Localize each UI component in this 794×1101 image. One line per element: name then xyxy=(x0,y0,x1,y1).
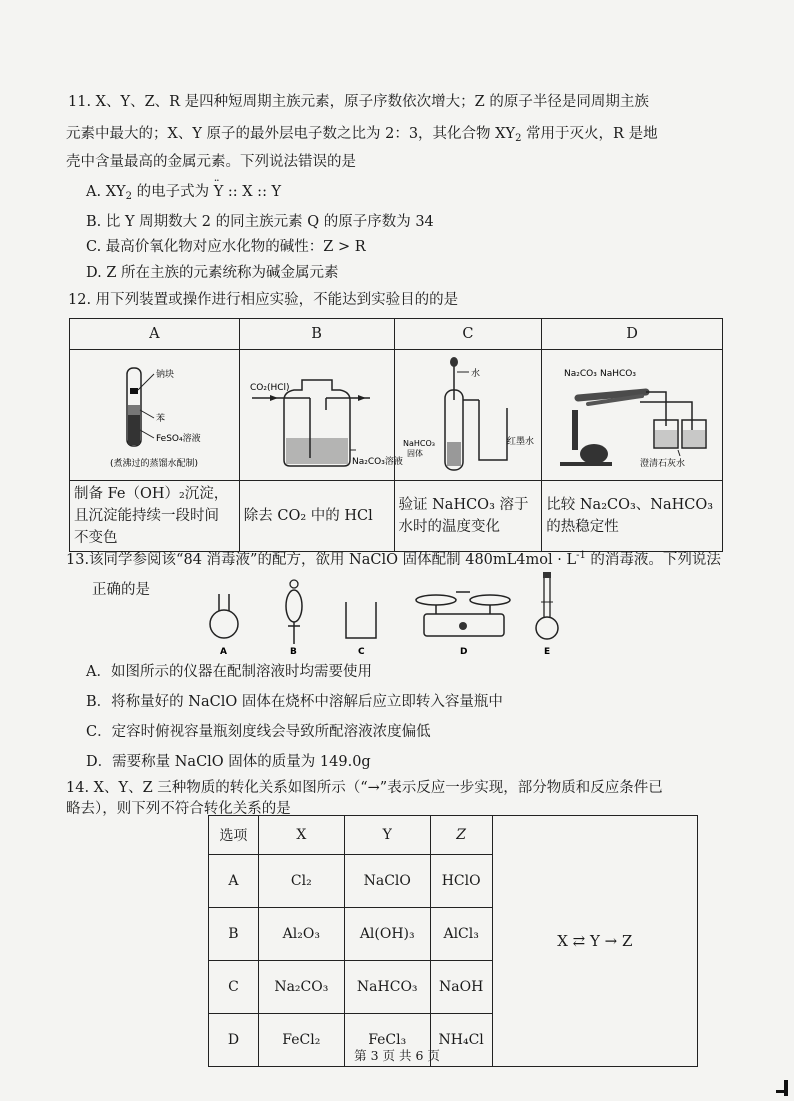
q13-option-d: D．需要称量 NaClO 固体的质量为 149.0g xyxy=(86,754,371,770)
q11-option-b: B. 比 Y 周期数大 2 的同主族元素 Q 的原子序数为 34 xyxy=(86,214,434,230)
q14-row-d-y: FeCl₃ xyxy=(344,1014,430,1067)
q12-desc-a xyxy=(70,481,240,552)
q14-stem-line1: 14. X、Y、Z 三种物质的转化关系如图所示（“→”表示反应一步实现，部分物质和反应条件已 xyxy=(66,780,663,796)
q11-option-a xyxy=(86,182,281,202)
q11-opt-a-mid: 的电子式为 xyxy=(131,184,214,200)
gas-wash-bottle-diagram xyxy=(240,350,403,476)
q11-option-d: D. Z 所在主族的元素统称为碱金属元素 xyxy=(86,265,339,281)
q12-desc-a-line1: 制备 Fe（OH）₂沉淀， xyxy=(74,486,229,502)
q14-row-a-option: A xyxy=(209,855,259,908)
q11-opt-a-pre: A. XY xyxy=(86,184,126,200)
q14-header-x: X xyxy=(258,816,344,855)
label-na2co3-solution: Na₂CO₃溶液 xyxy=(351,457,403,467)
q12-desc-d xyxy=(542,481,723,552)
label-feso4: FeSO₄溶液 xyxy=(156,434,201,444)
q14-row-c-y: NaHCO₃ xyxy=(344,961,430,1014)
q14-row-a-y: NaClO xyxy=(344,855,430,908)
q12-figure-d xyxy=(542,350,723,481)
label-red-ink: 红墨水 xyxy=(506,437,534,447)
q14-row-c-z: NaOH xyxy=(430,961,492,1014)
q12-desc-c-line2: 水时的温度变化 xyxy=(398,519,500,535)
q14-row-a-z: HClO xyxy=(430,855,492,908)
separatory-funnel-icon xyxy=(286,590,302,622)
q12-figure-b xyxy=(239,350,403,481)
balance-icon xyxy=(416,595,456,605)
q12-desc-a-line2: 且沉淀能持续一段时间 xyxy=(74,508,219,524)
label-limewater: 澄清石灰水 xyxy=(640,459,686,469)
corner-mark-base xyxy=(776,1090,788,1093)
q12-desc-d-line1: 比较 Na₂CO₃、NaHCO₃ xyxy=(546,497,714,513)
corner-mark xyxy=(784,1080,788,1096)
label-benzene: 苯 xyxy=(156,414,166,424)
q14-row-c-x: Na₂CO₃ xyxy=(258,961,344,1014)
label-water: 水 xyxy=(470,369,480,379)
q14-header-y: Y xyxy=(344,816,430,855)
q14-relation-cell xyxy=(492,816,697,1067)
q14-row-a-x: Cl₂ xyxy=(258,855,344,908)
q11-line2-sub: 2 xyxy=(515,133,522,144)
label-note: (煮沸过的蒸馏水配制) xyxy=(110,459,199,469)
label-sodium: 钠块 xyxy=(156,370,175,380)
q12-stem: 12. 用下列装置或操作进行相应实验，不能达到实验目的的是 xyxy=(68,292,459,308)
label-nahco3: NaHCO₃ xyxy=(402,439,435,448)
label-d-na2co3: Na₂CO₃ xyxy=(564,369,598,379)
fig-label-d: D xyxy=(460,647,468,657)
q12-desc-c-line1: 验证 NaHCO₃ 溶于 xyxy=(398,497,529,513)
q12-desc-c xyxy=(394,481,542,552)
q13-stem-line1 xyxy=(66,550,721,570)
q14-stem-line2: 略去），则下列不符合转化关系的是 xyxy=(66,801,291,817)
q13-instruments-figure xyxy=(200,568,580,658)
q13-stem1-pre: 13.该同学参阅该“84 消毒液”的配方，欲用 NaClO 固体配制 480mL4mol · L xyxy=(66,552,577,568)
q12-desc-d-line2: 的热稳定性 xyxy=(546,519,619,535)
q12-desc-b-line1: 除去 CO₂ 中的 HCl xyxy=(243,508,373,524)
heating-apparatus-diagram xyxy=(542,350,721,476)
q14-row-b-y: Al(OH)₃ xyxy=(344,908,430,961)
q14-header-option: 选项 xyxy=(209,816,259,855)
q12-desc-b xyxy=(239,481,394,552)
q14-row-d-option: D xyxy=(209,1014,259,1067)
q12-header-b: B xyxy=(239,319,394,350)
fig-label-a: A xyxy=(220,647,227,657)
q12-figure-a xyxy=(70,350,240,481)
relation-diagram: X ⇄ Y → Z xyxy=(557,932,633,950)
q14-row-b-x: Al₂O₃ xyxy=(258,908,344,961)
q12-desc-a-line3: 不变色 xyxy=(74,530,118,546)
q14-row-c-option: C xyxy=(209,961,259,1014)
q13-option-b: B．将称量好的 NaClO 固体在烧杯中溶解后应立即转入容量瓶中 xyxy=(86,694,503,710)
q14-table xyxy=(208,815,698,1067)
q13-option-a: A．如图所示的仪器在配制溶液时均需要使用 xyxy=(86,664,372,680)
q12-header-a: A xyxy=(70,319,240,350)
test-tube-sodium-diagram xyxy=(70,350,238,476)
q13-stem1-end: 的消毒液。下列说法 xyxy=(585,552,721,568)
q14-row-b-z: AlCl₃ xyxy=(430,908,492,961)
q12-header-c: C xyxy=(394,319,542,350)
q12-figure-row xyxy=(70,350,723,481)
q12-header-row xyxy=(70,319,723,350)
label-solid: 固体 xyxy=(406,449,423,458)
q12-description-row xyxy=(70,481,723,552)
q13-stem-line2: 正确的是 xyxy=(92,582,150,598)
q12-header-d: D xyxy=(542,319,723,350)
page-footer: 第 3 页 共 6 页 xyxy=(354,1048,440,1063)
beaker-icon xyxy=(346,602,376,638)
volumetric-flask-icon xyxy=(536,617,558,639)
q14-row-d-x: FeCl₂ xyxy=(258,1014,344,1067)
q11-line2-text: 元素中最大的；X、Y 原子的最外层电子数之比为 2：3，其化合物 XY xyxy=(66,126,516,142)
q14-header-z: Z xyxy=(430,816,492,855)
test-tube-u-tube-diagram xyxy=(395,350,541,476)
label-d-nahco3: NaHCO₃ xyxy=(600,369,637,379)
label-gas: CO₂(HCl) xyxy=(249,383,290,393)
fig-label-c: C xyxy=(358,647,365,657)
q12-table xyxy=(69,318,723,552)
q11-line2 xyxy=(66,124,658,144)
q13-option-c: C．定容时俯视容量瓶刻度线会导致所配溶液浓度偏低 xyxy=(86,724,431,740)
q13-stem1-sup: -1 xyxy=(576,550,586,561)
q11-opt-a-sub: 2 xyxy=(125,191,132,202)
q11-line1: 11. X、Y、Z、R 是四种短周期主族元素，原子序数依次增大；Z 的原子半径是同周期主族 xyxy=(68,94,649,110)
q11-option-c: C. 最高价氧化物对应水化物的碱性：Z > R xyxy=(86,239,366,255)
q11-line2-end: 常用于灭火，R 是地 xyxy=(521,126,658,142)
round-flask-icon xyxy=(210,610,238,638)
q14-row-d-z: NH₄Cl xyxy=(430,1014,492,1067)
fig-label-e: E xyxy=(544,647,551,657)
q14-row-b-option: B xyxy=(209,908,259,961)
q11-line3: 壳中含量最高的金属元素。下列说法错误的是 xyxy=(66,154,356,170)
fig-label-b: B xyxy=(290,647,297,657)
q14-header-row xyxy=(209,816,698,855)
electron-formula: ·· Y :: X :: Y xyxy=(214,182,281,202)
q12-figure-c xyxy=(394,350,542,481)
